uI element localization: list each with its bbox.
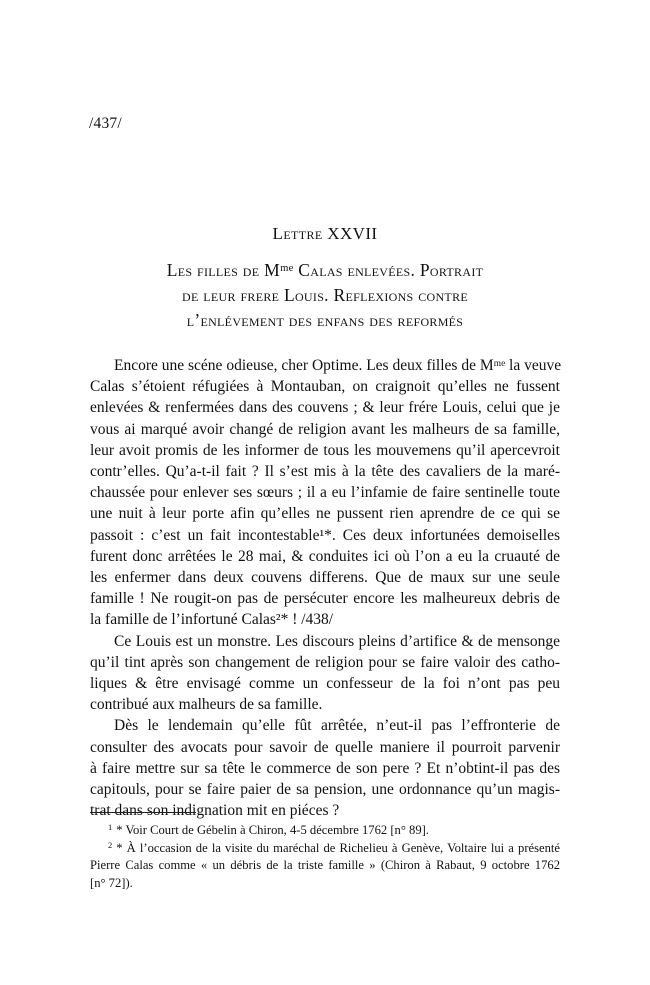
title-line: l’enlévement des enfans des reformés	[186, 310, 464, 330]
paragraph	[90, 355, 560, 631]
text-line: capitouls, pour se faire paier de sa pension, une ordonnance qu’un magis-	[90, 781, 560, 799]
footnote-text: * À l’occasion de la visite du maréchal de Richelieu à Genève, Voltaire lui a présenté	[116, 840, 560, 855]
paragraph	[90, 631, 560, 716]
text-line: Calas s’étoient réfugiées à Montauban, on craignoit qu’elles ne fussent	[90, 378, 560, 396]
text-line: Dès le lendemain qu’elle fût arrêtée, n’eut-il pas l’effronterie de	[114, 717, 560, 735]
text-line: consulter des avocats pour savoir de quelle maniere il pourroit parvenir	[90, 738, 560, 756]
footnote-line: [n° 72]).	[90, 875, 133, 890]
footnote	[90, 822, 560, 840]
text-line: la famille de l’infortuné Calas²* ! /438/	[90, 611, 334, 629]
page-number: /437/	[89, 115, 122, 132]
footnote-text: * Voir Court de Gébelin à Chiron, 4-5 décembre 1762 [n° 89].	[116, 823, 429, 837]
paragraph	[90, 715, 560, 821]
title-line: Les filles de Mᵐᵉ Calas enlevées. Portrait	[166, 260, 484, 280]
text-line: leur avoit promis de les informer de tous les mouvemens qu’il apercevroit	[90, 441, 560, 459]
text-line: famille ! Ne rougit-on pas de persécuter encore les malheureux debris de	[90, 590, 560, 608]
text-line: une nuit à leur porte afin qu’elles ne pussent rien aprendre de ce qui se	[90, 505, 560, 523]
footnote-line	[90, 822, 560, 840]
text-line: contribué aux malheurs de sa famille.	[90, 696, 323, 714]
text-line: à faire mettre sur sa tête le commerce de son pere ? Et n’obtint-il pas des	[90, 759, 560, 777]
text-line: contr’elles. Qu’a-t-il fait ? Il s’est mis à la tête des cavaliers de la maré-	[90, 463, 560, 481]
text-line: passoit : c’est un fait incontestable¹*. Ces deux infortunées demoiselles	[90, 526, 560, 544]
text-line: enlevées & renfermées dans des couvens ; & leur frére Louis, celui que je	[90, 399, 560, 417]
text-line: qu’il tint après son changement de religion pour se faire valoir des catho-	[90, 653, 560, 671]
text-line: chaussée pour enlever ses sœurs ; il a eu l’infamie de faire sentinelle toute	[90, 484, 560, 502]
text-line: les enfermer dans deux couvens differens. Que de maux sur une seule	[90, 569, 560, 587]
footnote-line	[90, 840, 560, 858]
text-line: furent donc arrêtées le 28 mai, & conduites ici où l’on a eu la cruauté de	[90, 547, 560, 565]
title-line: de leur frere Louis. Reflexions contre	[181, 285, 468, 305]
text-line: trat dans son indignation mit en piéces ?	[90, 802, 340, 820]
footnotes	[90, 822, 560, 892]
footnote-number: 1	[108, 822, 113, 832]
footnote-number: 2	[108, 839, 113, 850]
text-line: Ce Louis est un monstre. Les discours pleins d’artifice & de mensonge	[114, 632, 560, 650]
footnote-line: Pierre Calas comme « un débris de la triste famille » (Chiron à Rabaut, 9 octobre 1762	[90, 858, 560, 872]
text-line: liques & être envisagé comme un confesseur de la foi n’ont pas peu	[90, 675, 560, 693]
footnote-separator	[90, 812, 196, 813]
footnote	[90, 840, 560, 893]
text-line: Encore une scéne odieuse, cher Optime. Les deux filles de Mᵐᵉ la veuve	[114, 357, 562, 374]
letter-body	[90, 355, 560, 821]
letter-title	[90, 258, 560, 333]
letter-heading: Lettre XXVII	[272, 224, 378, 243]
text-line: vous ai marqué avoir changé de religion avant les malheurs de sa famille,	[90, 420, 560, 438]
